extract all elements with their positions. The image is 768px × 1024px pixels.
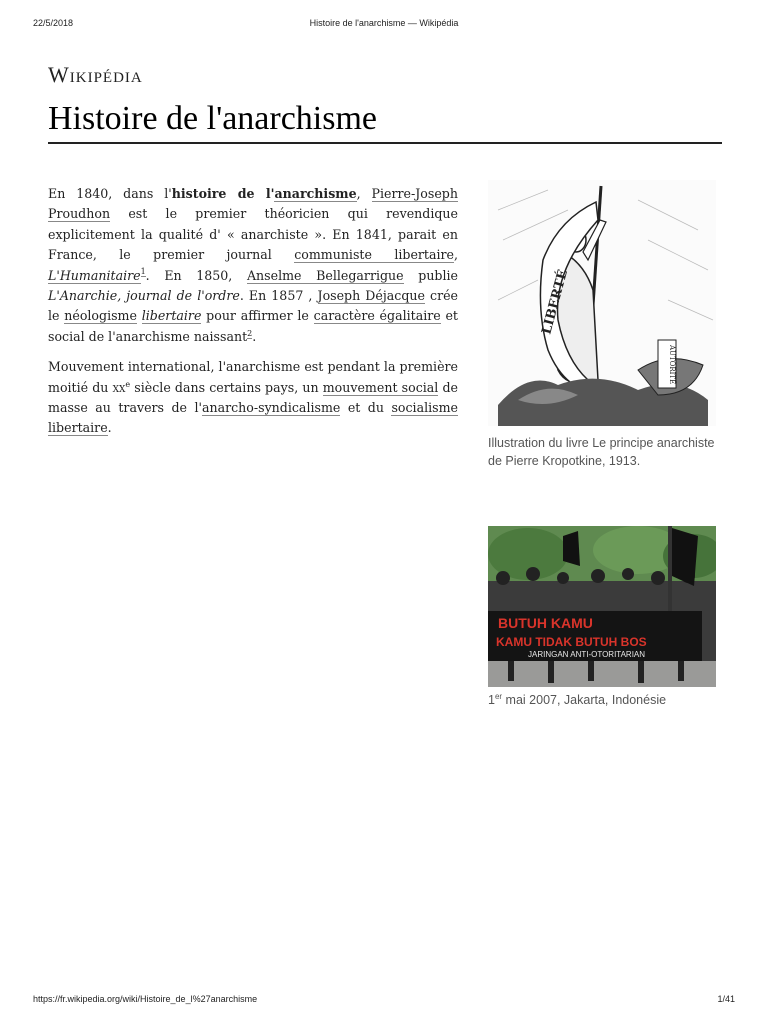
print-header: [0, 18, 768, 32]
link-anarcho-syndicalisme[interactable]: anarcho-syndicalisme: [201, 400, 341, 416]
text: . En 1850,: [145, 267, 247, 283]
print-page-title: Histoire de l'anarchisme — Wikipédia: [309, 18, 459, 28]
jakarta-protest-photo[interactable]: [488, 526, 716, 687]
text: pour affirmer le: [201, 308, 314, 324]
text: ,: [356, 186, 372, 201]
text: .: [252, 328, 257, 344]
caption-day: 1: [488, 693, 495, 707]
reference-2[interactable]: 2: [247, 328, 253, 338]
paragraph-1: [48, 184, 458, 347]
figure-caption-1: Illustration du livre Le principe anarchiste de Pierre Kropotkine, 1913.: [488, 436, 715, 468]
century-sup: e: [125, 379, 131, 389]
wikipedia-logo[interactable]: Wikipédia: [48, 62, 143, 87]
link-communiste-libertaire[interactable]: communiste libertaire: [294, 247, 454, 263]
link-humanitaire[interactable]: L'Humanitaire: [48, 267, 141, 283]
text: crée le: [48, 288, 459, 324]
link-socialisme-libertaire[interactable]: socialisme libertaire: [48, 400, 458, 436]
print-url: https://fr.wikipedia.org/wiki/Histoire_de_l%27anarchisme: [33, 994, 258, 1004]
print-page-number: 1/41: [717, 994, 735, 1004]
link-bellegarrigue[interactable]: Anselme Bellegarrigue: [246, 267, 404, 283]
text: publie: [403, 267, 459, 283]
text: et du: [340, 400, 392, 416]
link-mouvement-social[interactable]: mouvement social: [322, 379, 439, 395]
page-title: Histoire de l'anarchisme: [48, 100, 722, 144]
text: ,: [453, 247, 458, 263]
text: siècle dans certains pays, un: [130, 379, 323, 395]
link-proudhon[interactable]: Pierre-Joseph Proudhon: [48, 186, 458, 222]
century: xx: [112, 379, 126, 395]
link-libertaire[interactable]: libertaire: [141, 308, 202, 324]
liberte-label: LIBERTÉ: [539, 268, 572, 337]
autorite-label: AUTORITÉ: [668, 345, 676, 385]
print-footer: [0, 994, 768, 1008]
link-anarchisme[interactable]: anarchisme: [274, 186, 357, 201]
link-neologisme[interactable]: néologisme: [64, 308, 137, 324]
liberte-illustration[interactable]: [488, 180, 716, 426]
bold-text: histoire de l': [171, 186, 275, 201]
link-caractere-egalitaire[interactable]: caractère égalitaire: [313, 308, 441, 324]
paragraph-2: [48, 357, 458, 439]
text: .: [107, 420, 112, 436]
article-body: [48, 184, 458, 449]
figure-caption-2: [488, 691, 716, 709]
italic-title: L'Anarchie, journal de l'ordre: [48, 288, 240, 304]
banner-line-1: BUTUH KAMU: [498, 615, 593, 631]
text: et social de l'anarchisme naissant: [48, 308, 458, 344]
caption-rest: mai 2007, Jakarta, Indonésie: [502, 693, 667, 707]
caption-day-sup: er: [494, 691, 503, 701]
text: de masse au travers de l': [48, 379, 458, 416]
figure-kropotkine: [488, 180, 716, 470]
link-dejacque[interactable]: Joseph Déjacque: [317, 288, 425, 304]
reference-1[interactable]: 1: [140, 267, 146, 277]
banner-line-2: KAMU TIDAK BUTUH BOS: [496, 635, 647, 649]
print-date: 22/5/2018: [33, 18, 74, 28]
text: . En 1857 ,: [239, 288, 318, 304]
figure-jakarta: [488, 526, 716, 709]
text: est le premier théoricien qui revendique explicitement la qualité d' « anarchiste ». En 1841, parait en France, le premier journal: [48, 206, 458, 263]
text: Mouvement international, l'anarchisme est pendant la première moitié du: [48, 359, 458, 395]
banner-line-3: JARINGAN ANTI-OTORITARIAN: [528, 650, 646, 659]
text: En 1840, dans l': [48, 186, 172, 201]
